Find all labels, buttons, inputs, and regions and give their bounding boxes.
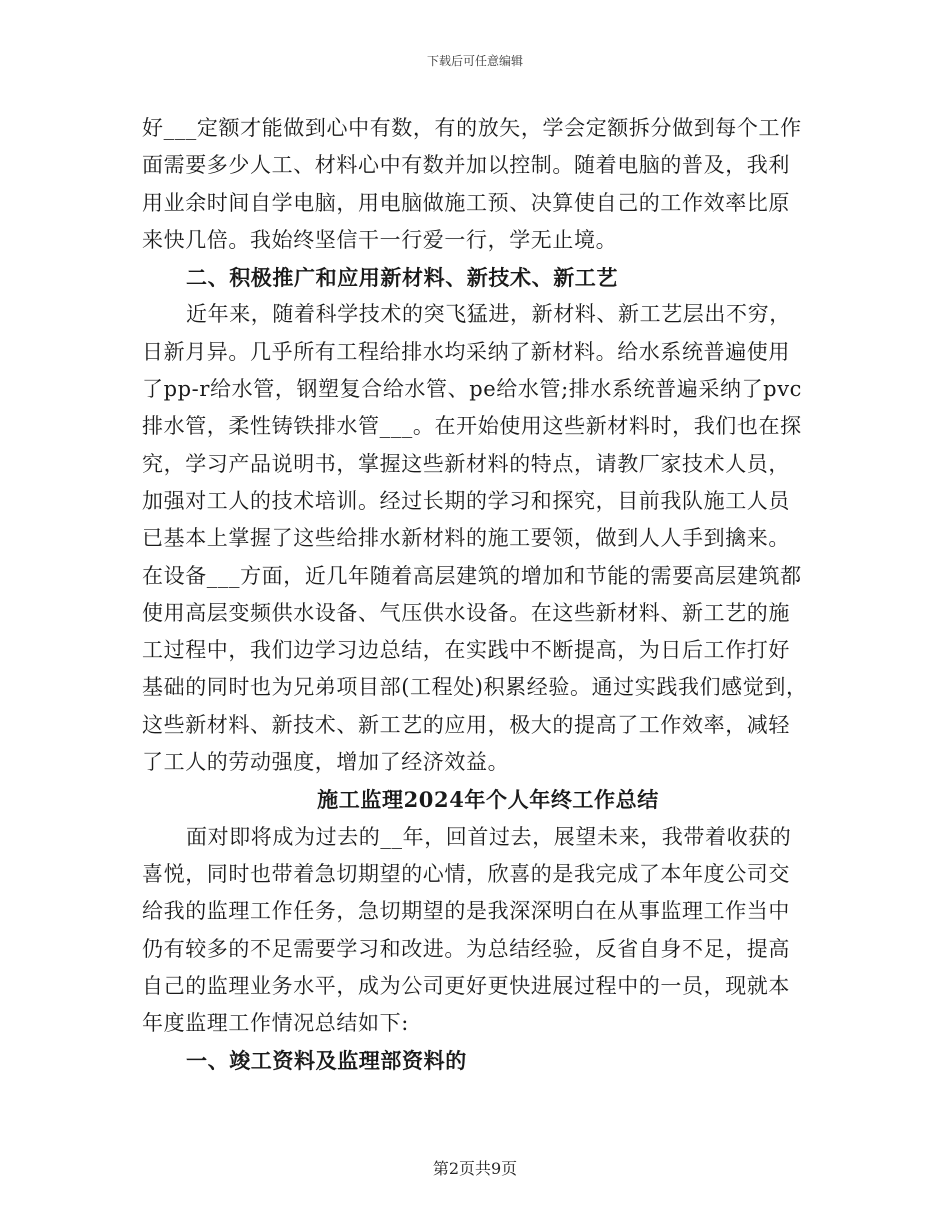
paragraph-line: 已基本上掌握了这些给排水新材料的施工要领，做到人人手到擒来。	[142, 526, 790, 551]
paragraph-line: 面对即将成为过去的__年，回首过去，展望未来，我带着收获的	[186, 824, 792, 849]
paragraph-line: 喜悦，同时也带着急切期望的心情，欣喜的是我完成了本年度公司交	[142, 861, 790, 886]
paragraph-line: 日新月异。几乎所有工程给排水均采纳了新材料。给水系统普遍使用	[142, 339, 790, 364]
paragraph-line: 究，学习产品说明书，掌握这些新材料的特点，请教厂家技术人员，	[142, 451, 790, 476]
paragraph-line: 工过程中，我们边学习边总结，在实践中不断提高，为日后工作打好	[142, 638, 790, 663]
page-number: 第2页共9页	[432, 1159, 518, 1178]
paragraph-line: 基础的同时也为兄弟项目部(工程处)积累经验。通过实践我们感觉到，	[142, 675, 808, 700]
document-title: 施工监理2024年个人年终工作总结	[317, 787, 659, 813]
paragraph-line: 近年来，随着科学技术的突飞猛进，新材料、新工艺层出不穷，	[186, 302, 791, 327]
paragraph-line: 这些新材料、新技术、新工艺的应用，极大的提高了工作效率，减轻	[142, 712, 790, 737]
paragraph-line: 自己的监理业务水平，成为公司更好更快进展过程中的一员，现就本	[142, 973, 790, 998]
page-header: 下载后可任意编辑	[426, 54, 523, 68]
paragraph-line: 给我的监理工作任务，急切期望的是我深深明白在从事监理工作当中	[142, 899, 790, 924]
paragraph-line: 加强对工人的技术培训。经过长期的学习和探究，目前我队施工人员	[142, 488, 790, 513]
paragraph-line: 使用高层变频供水设备、气压供水设备。在这些新材料、新工艺的施	[142, 600, 790, 625]
paragraph-line: 来快几倍。我始终坚信干一行爱一行，学无止境。	[142, 227, 618, 252]
paragraph-line: 年度监理工作情况总结如下:	[142, 1011, 409, 1036]
document-body	[142, 110, 812, 1080]
paragraph-line: 仍有较多的不足需要学习和改进。为总结经验，反省自身不足，提高	[142, 936, 790, 961]
paragraph-line: 了工人的劳动强度，增加了经济效益。	[142, 750, 510, 775]
paragraph-line: 好___定额才能做到心中有数，有的放矢，学会定额拆分做到每个工作	[142, 116, 802, 140]
paragraph-line: 了pp-r给水管，钢塑复合给水管、pe给水管;排水系统普遍采纳了pvc	[142, 377, 803, 402]
paragraph-line: 在设备___方面，近几年随着高层建筑的增加和节能的需要高层建筑都	[142, 563, 802, 588]
paragraph-line: 用业余时间自学电脑，用电脑做施工预、决算使自己的工作效率比原	[142, 190, 790, 215]
paragraph-line: 面需要多少人工、材料心中有数并加以控制。随着电脑的普及，我利	[142, 153, 790, 178]
section-heading: 二、积极推广和应用新材料、新技术、新工艺	[186, 265, 618, 291]
paragraph-line: 排水管，柔性铸铁排水管___。在开始使用这些新材料时，我们也在探	[142, 414, 802, 439]
section-heading: 一、竣工资料及监理部资料的	[186, 1048, 467, 1074]
